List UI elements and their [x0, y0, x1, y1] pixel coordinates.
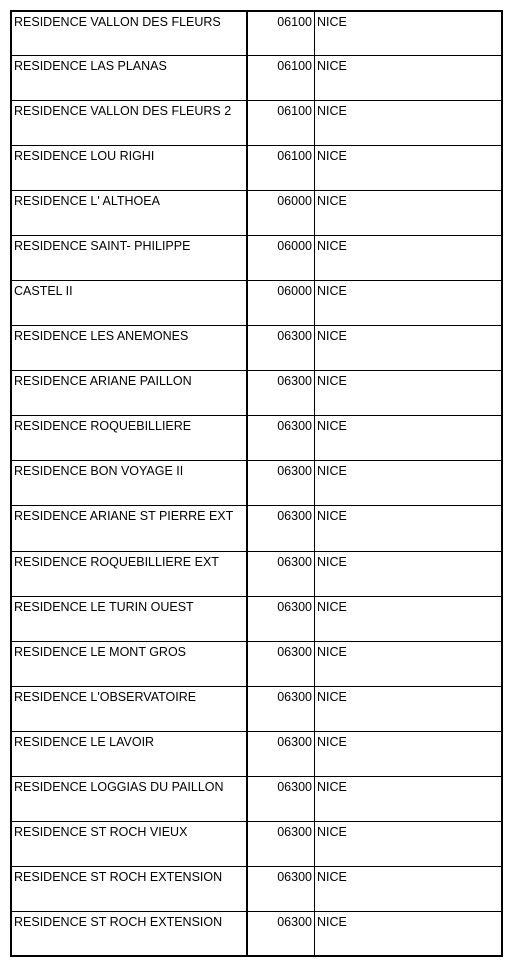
residence-name-cell: RESIDENCE L'OBSERVATOIRE [12, 686, 247, 731]
postal-code-cell: 06300 [247, 371, 315, 416]
postal-code-cell: 06300 [247, 641, 315, 686]
postal-code-cell: 06300 [247, 911, 315, 955]
postal-code-cell: 06300 [247, 416, 315, 461]
city-cell: NICE [315, 821, 502, 866]
postal-code-cell: 06300 [247, 776, 315, 821]
city-cell: NICE [315, 551, 502, 596]
residence-name-cell: RESIDENCE ARIANE PAILLON [12, 371, 247, 416]
postal-code-cell: 06300 [247, 506, 315, 551]
table-row [12, 12, 501, 56]
city-cell: NICE [315, 371, 502, 416]
table-row [12, 56, 501, 101]
residence-name-cell: RESIDENCE BON VOYAGE II [12, 461, 247, 506]
residence-name-cell: RESIDENCE VALLON DES FLEURS 2 [12, 101, 247, 146]
residence-table-container [10, 10, 503, 957]
postal-code-cell: 06300 [247, 461, 315, 506]
city-cell: NICE [315, 101, 502, 146]
table-row [12, 731, 501, 776]
city-cell: NICE [315, 596, 502, 641]
postal-code-cell: 06100 [247, 146, 315, 191]
postal-code-cell: 06000 [247, 191, 315, 236]
residence-name-cell: RESIDENCE LE TURIN OUEST [12, 596, 247, 641]
postal-code-cell: 06300 [247, 596, 315, 641]
city-cell: NICE [315, 686, 502, 731]
residence-name-cell: RESIDENCE SAINT- PHILIPPE [12, 236, 247, 281]
city-cell: NICE [315, 326, 502, 371]
table-row [12, 101, 501, 146]
postal-code-cell: 06100 [247, 101, 315, 146]
table-row [12, 686, 501, 731]
residence-table-body [12, 12, 501, 955]
table-row [12, 236, 501, 281]
city-cell: NICE [315, 506, 502, 551]
city-cell: NICE [317, 15, 347, 29]
residence-name-cell: RESIDENCE ST ROCH VIEUX [12, 821, 247, 866]
city-cell: NICE [315, 146, 502, 191]
table-row [12, 506, 501, 551]
residence-name-cell: RESIDENCE LOU RIGHI [12, 146, 247, 191]
postal-code-cell: 06300 [247, 551, 315, 596]
postal-code-cell: 06100 [247, 56, 315, 101]
city-cell: NICE [315, 866, 502, 911]
table-row [12, 146, 501, 191]
residence-name-cell: RESIDENCE ROQUEBILLIERE EXT [12, 551, 247, 596]
city-cell: NICE [315, 56, 502, 101]
city-cell: NICE [315, 461, 502, 506]
residence-name-cell: RESIDENCE LOGGIAS DU PAILLON [12, 776, 247, 821]
postal-code-cell: 06300 [247, 821, 315, 866]
table-row [12, 776, 501, 821]
residence-name-cell: RESIDENCE L' ALTHOEA [12, 191, 247, 236]
city-cell: NICE [315, 641, 502, 686]
city-cell: NICE [315, 191, 502, 236]
city-cell: NICE [315, 281, 502, 326]
table-row [12, 596, 501, 641]
table-row [12, 821, 501, 866]
postal-code-cell: 06000 [247, 236, 315, 281]
table-row [12, 866, 501, 911]
postal-code-cell: 06100 [247, 12, 315, 56]
residence-name-cell: RESIDENCE LES ANEMONES [12, 326, 247, 371]
table-row [12, 416, 501, 461]
table-row [12, 461, 501, 506]
residence-table [12, 12, 501, 955]
city-cell: NICE [315, 236, 502, 281]
residence-name-cell: RESIDENCE LAS PLANAS [12, 56, 247, 101]
postal-code-cell: 06300 [247, 731, 315, 776]
postal-code-cell: 06300 [247, 686, 315, 731]
table-row [12, 911, 501, 955]
city-cell: NICE [315, 776, 502, 821]
table-row [12, 191, 501, 236]
residence-name-cell: RESIDENCE LE LAVOIR [12, 731, 247, 776]
residence-name-cell: RESIDENCE ROQUEBILLIERE [12, 416, 247, 461]
city-cell: NICE [315, 731, 502, 776]
table-row [12, 371, 501, 416]
city-cell: NICE [315, 911, 502, 955]
table-row [12, 551, 501, 596]
residence-name-cell: RESIDENCE ARIANE ST PIERRE EXT [12, 506, 247, 551]
table-row [12, 641, 501, 686]
postal-code-cell: 06000 [247, 281, 315, 326]
table-row [12, 281, 501, 326]
residence-name-cell: RESIDENCE ST ROCH EXTENSION [12, 866, 247, 911]
postal-code-cell: 06300 [247, 326, 315, 371]
residence-name-cell: RESIDENCE ST ROCH EXTENSION [12, 911, 247, 955]
residence-name-cell: CASTEL II [12, 281, 247, 326]
postal-code-cell: 06300 [247, 866, 315, 911]
city-cell: NICE [315, 416, 502, 461]
table-row [12, 326, 501, 371]
residence-name-cell: RESIDENCE LE MONT GROS [12, 641, 247, 686]
residence-name-cell: RESIDENCE VALLON DES FLEURS [12, 12, 247, 56]
